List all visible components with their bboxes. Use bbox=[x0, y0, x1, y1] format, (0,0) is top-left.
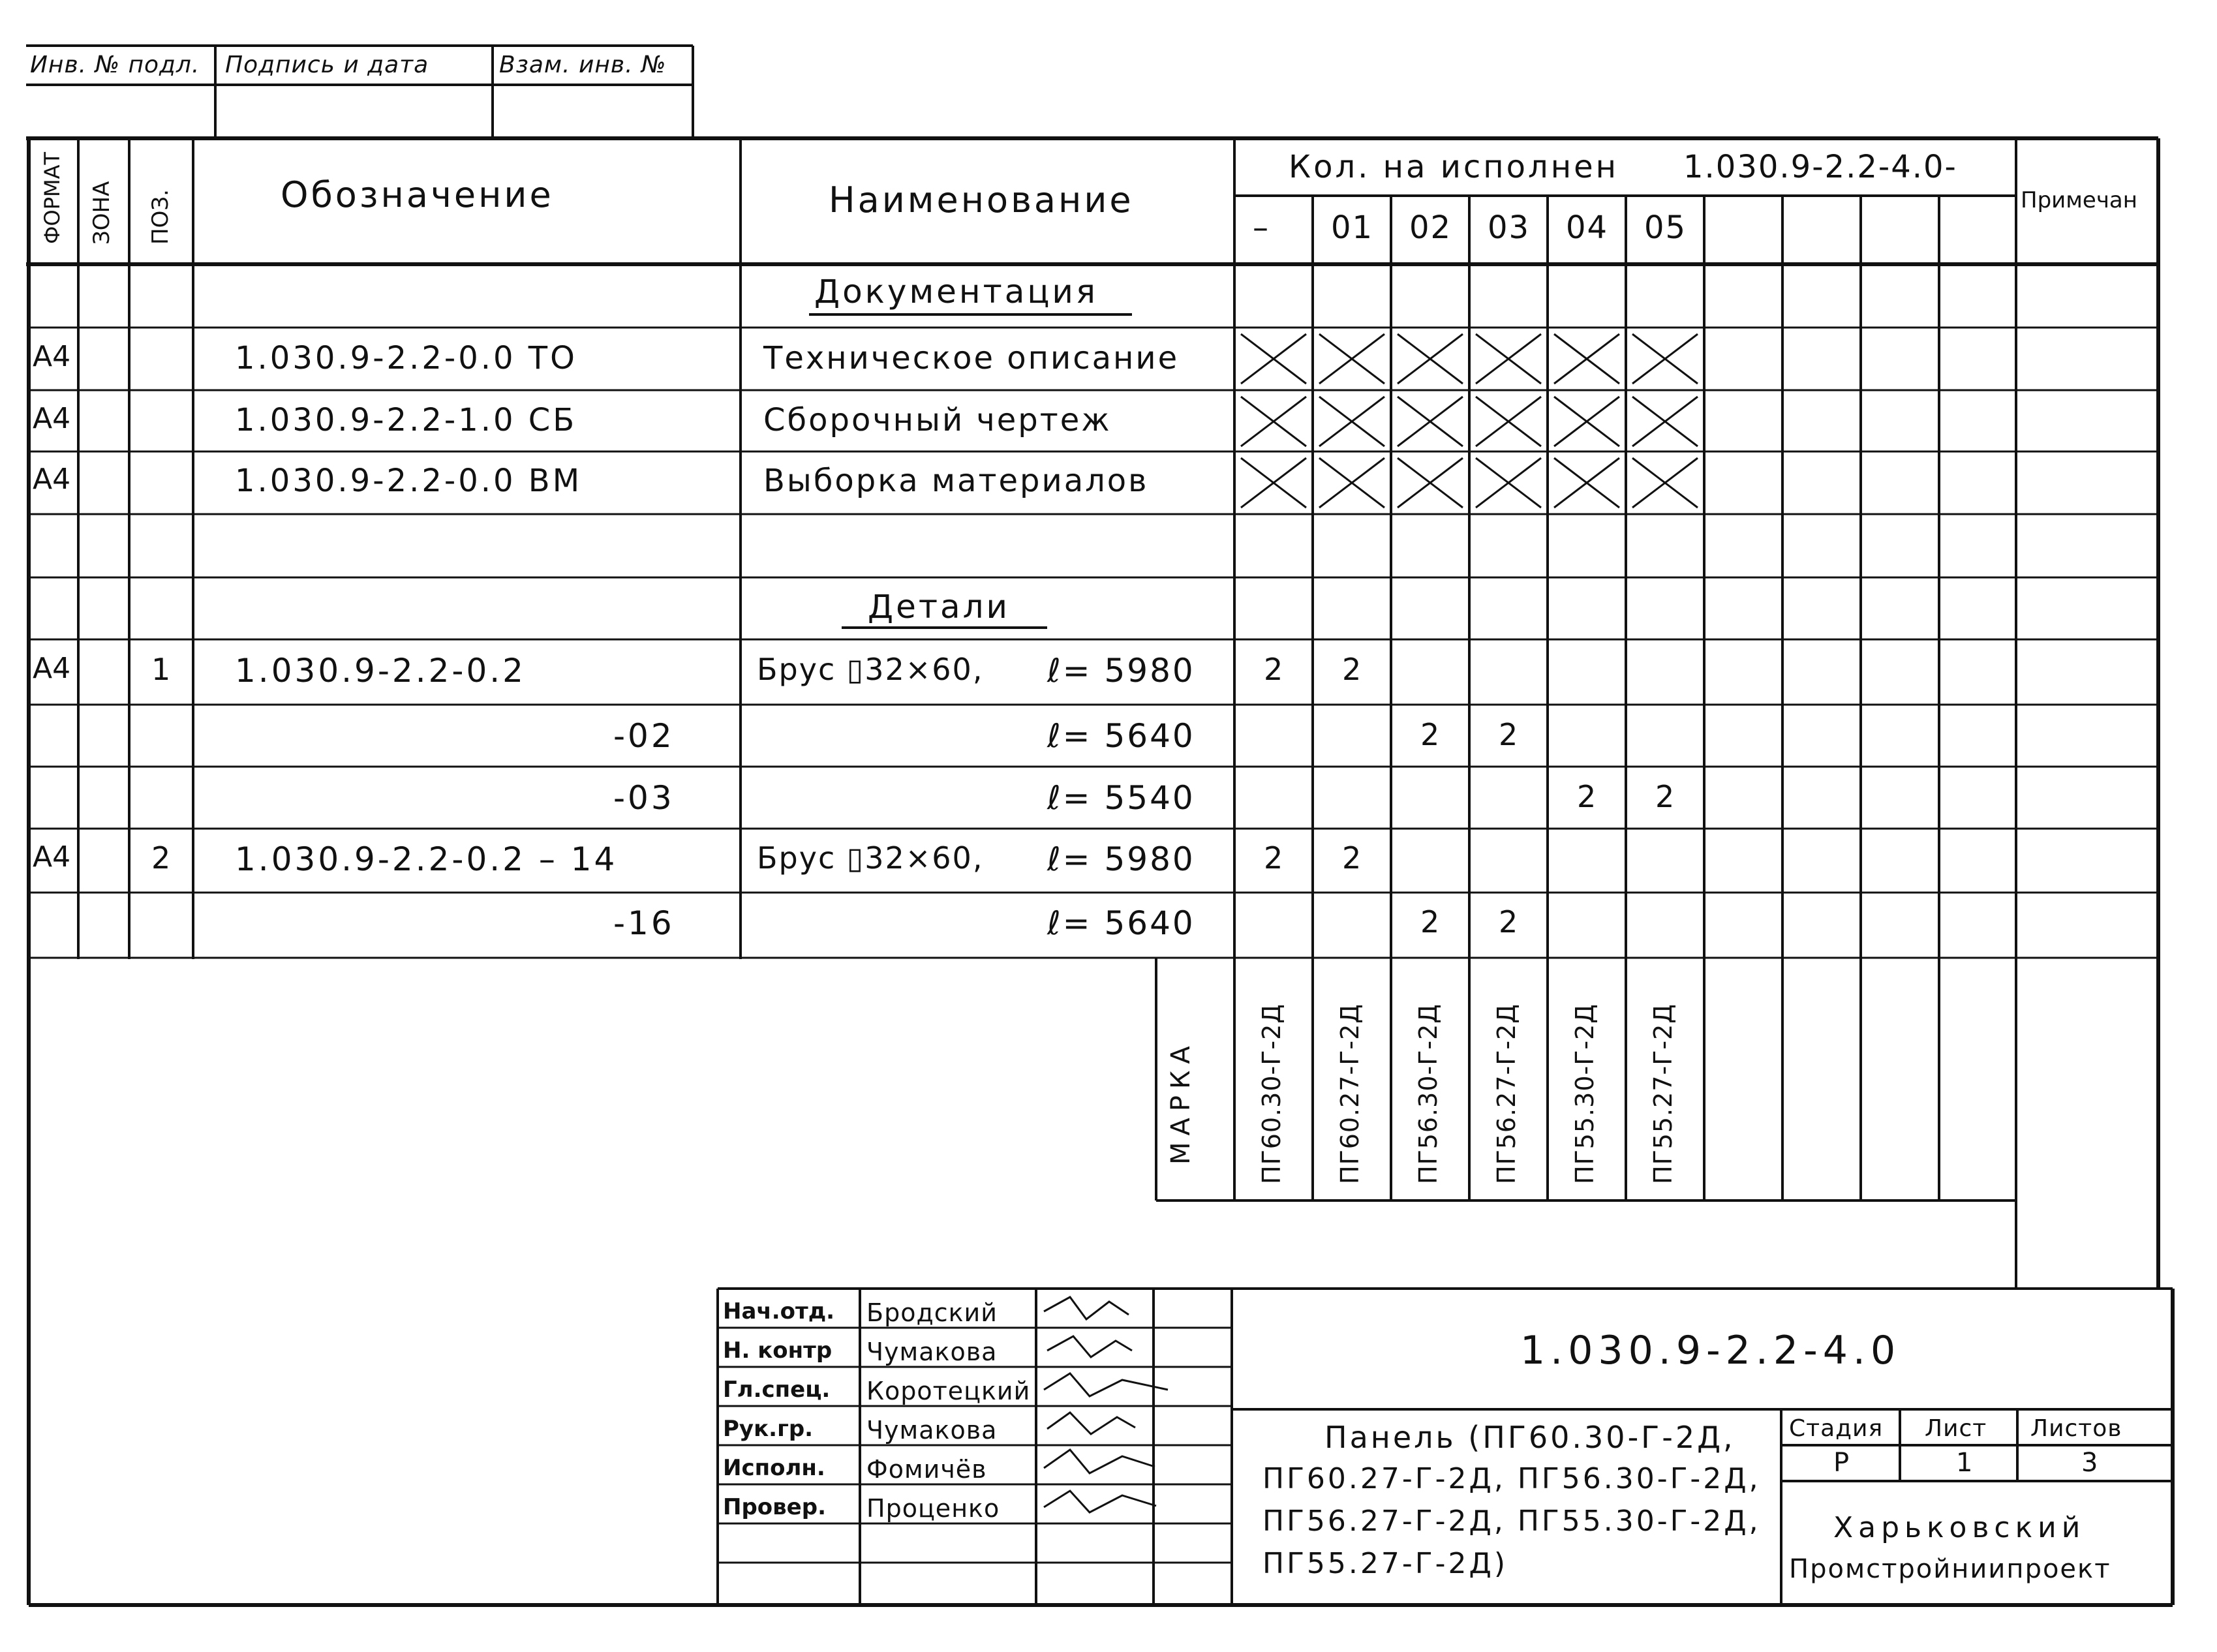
title-line-4: ПГ55.27-Г-2Д) bbox=[1262, 1547, 1508, 1580]
stage-value: Р bbox=[1833, 1448, 1852, 1478]
variant-header-0: – bbox=[1253, 209, 1270, 246]
org-line-2: Промстройниипроект bbox=[1789, 1554, 2111, 1584]
detail-row-name: Брус ▯32×60, bbox=[757, 840, 984, 876]
detail-row-format: А4 bbox=[33, 840, 71, 874]
role-label: Исполн. bbox=[723, 1455, 825, 1481]
header-name: Наименование bbox=[829, 179, 1134, 221]
stamp-vzam-inv: Взам. инв. № bbox=[499, 52, 667, 78]
detail-row-format: А4 bbox=[33, 652, 71, 685]
doc-row-format: А4 bbox=[33, 402, 71, 435]
role-name: Проценко bbox=[866, 1494, 1000, 1523]
doc-number: 1.030.9-2.2-4.0 bbox=[1520, 1328, 1901, 1373]
role-label: Рук.гр. bbox=[723, 1416, 814, 1442]
marka-value: ПГ60.30-Г-2Д bbox=[1257, 1003, 1286, 1184]
variant-header-2: 02 bbox=[1409, 209, 1452, 246]
sheets-label: Листов bbox=[2030, 1415, 2122, 1442]
role-label: Гл.спец. bbox=[723, 1377, 831, 1403]
detail-row-qty: 2 bbox=[1420, 717, 1443, 752]
detail-row-pos: 1 bbox=[151, 652, 174, 687]
title-line-2: ПГ60.27-Г-2Д, ПГ56.30-Г-2Д, bbox=[1262, 1462, 1761, 1495]
detail-row-qty: 2 bbox=[1264, 652, 1286, 687]
detail-row-qty: 2 bbox=[1499, 717, 1521, 752]
detail-row-length: ℓ= 5640 bbox=[1047, 904, 1195, 942]
detail-row-designation: -16 bbox=[613, 904, 675, 942]
stamp-signature-date: Подпись и дата bbox=[225, 52, 429, 78]
detail-row-qty: 2 bbox=[1655, 779, 1677, 814]
doc-row-name: Выборка материалов bbox=[763, 463, 1149, 499]
marka-value: ПГ56.30-Г-2Д bbox=[1414, 1003, 1443, 1184]
sheet-value: 1 bbox=[1956, 1448, 1976, 1478]
detail-row-qty: 2 bbox=[1499, 904, 1521, 940]
detail-row-length: ℓ= 5980 bbox=[1047, 840, 1195, 878]
detail-row-qty: 2 bbox=[1264, 840, 1286, 876]
role-name: Фомичёв bbox=[866, 1455, 987, 1484]
role-label: Нач.отд. bbox=[723, 1298, 835, 1324]
header-format: ФОРМАТ bbox=[40, 151, 65, 244]
marka-value: ПГ60.27-Г-2Д bbox=[1336, 1003, 1364, 1184]
marka-value: ПГ56.27-Г-2Д bbox=[1492, 1003, 1521, 1184]
doc-row-format: А4 bbox=[33, 340, 71, 373]
variant-header-3: 03 bbox=[1488, 209, 1531, 246]
detail-row-designation: 1.030.9-2.2-0.2 – 14 bbox=[235, 840, 618, 878]
doc-row-name: Сборочный чертеж bbox=[763, 402, 1112, 438]
header-qty-title: Кол. на исполнен bbox=[1289, 149, 1619, 185]
stamp-inv-podl: Инв. № подл. bbox=[30, 52, 200, 78]
variant-header-1: 01 bbox=[1331, 209, 1374, 246]
detail-row-qty: 2 bbox=[1342, 840, 1364, 876]
header-designation: Обозначение bbox=[281, 174, 554, 215]
header-pos: ПОЗ. bbox=[147, 189, 174, 245]
role-name: Бродский bbox=[866, 1298, 998, 1327]
detail-row-length: ℓ= 5980 bbox=[1047, 652, 1195, 690]
detail-row-name: Брус ▯32×60, bbox=[757, 652, 984, 687]
detail-row-designation: -02 bbox=[613, 717, 675, 755]
role-label: Провер. bbox=[723, 1494, 826, 1520]
title-line-3: ПГ56.27-Г-2Д, ПГ55.30-Г-2Д, bbox=[1262, 1505, 1761, 1538]
sheets-value: 3 bbox=[2081, 1448, 2101, 1478]
doc-row-format: А4 bbox=[33, 463, 71, 496]
variant-header-5: 05 bbox=[1644, 209, 1687, 246]
marka-value: ПГ55.30-Г-2Д bbox=[1570, 1003, 1599, 1184]
detail-row-qty: 2 bbox=[1342, 652, 1364, 687]
stage-label: Стадия bbox=[1789, 1415, 1884, 1442]
detail-row-qty: 2 bbox=[1577, 779, 1599, 814]
header-note: Примечан bbox=[2021, 187, 2137, 213]
org-line-1: Харьковский bbox=[1833, 1511, 2086, 1544]
detail-row-designation: 1.030.9-2.2-0.2 bbox=[235, 652, 526, 690]
doc-row-designation: 1.030.9-2.2-0.0 ТО bbox=[235, 340, 577, 376]
detail-row-length: ℓ= 5540 bbox=[1047, 779, 1195, 817]
doc-row-name: Техническое описание bbox=[763, 340, 1180, 376]
doc-row-designation: 1.030.9-2.2-1.0 СБ bbox=[235, 402, 577, 438]
detail-row-length: ℓ= 5640 bbox=[1047, 717, 1195, 755]
header-qty-doc: 1.030.9-2.2-4.0- bbox=[1683, 149, 1957, 185]
detail-row-qty: 2 bbox=[1420, 904, 1443, 940]
doc-row-designation: 1.030.9-2.2-0.0 ВМ bbox=[235, 463, 583, 499]
marka-label: МАРКА bbox=[1166, 1039, 1196, 1165]
variant-header-4: 04 bbox=[1566, 209, 1609, 246]
header-zone: ЗОНА bbox=[89, 181, 115, 245]
marka-value: ПГ55.27-Г-2Д bbox=[1649, 1003, 1677, 1184]
section-documentation: Документация bbox=[814, 273, 1098, 311]
role-name: Чумакова bbox=[866, 1338, 998, 1366]
role-name: Коротецкий bbox=[866, 1377, 1031, 1405]
role-name: Чумакова bbox=[866, 1416, 998, 1445]
sheet-label: Лист bbox=[1925, 1415, 1987, 1442]
section-details: Детали bbox=[868, 588, 1011, 626]
title-line-1: Панель (ПГ60.30-Г-2Д, bbox=[1324, 1420, 1735, 1455]
role-label: Н. контр bbox=[723, 1338, 833, 1364]
detail-row-pos: 2 bbox=[151, 840, 174, 876]
detail-row-designation: -03 bbox=[613, 779, 675, 817]
